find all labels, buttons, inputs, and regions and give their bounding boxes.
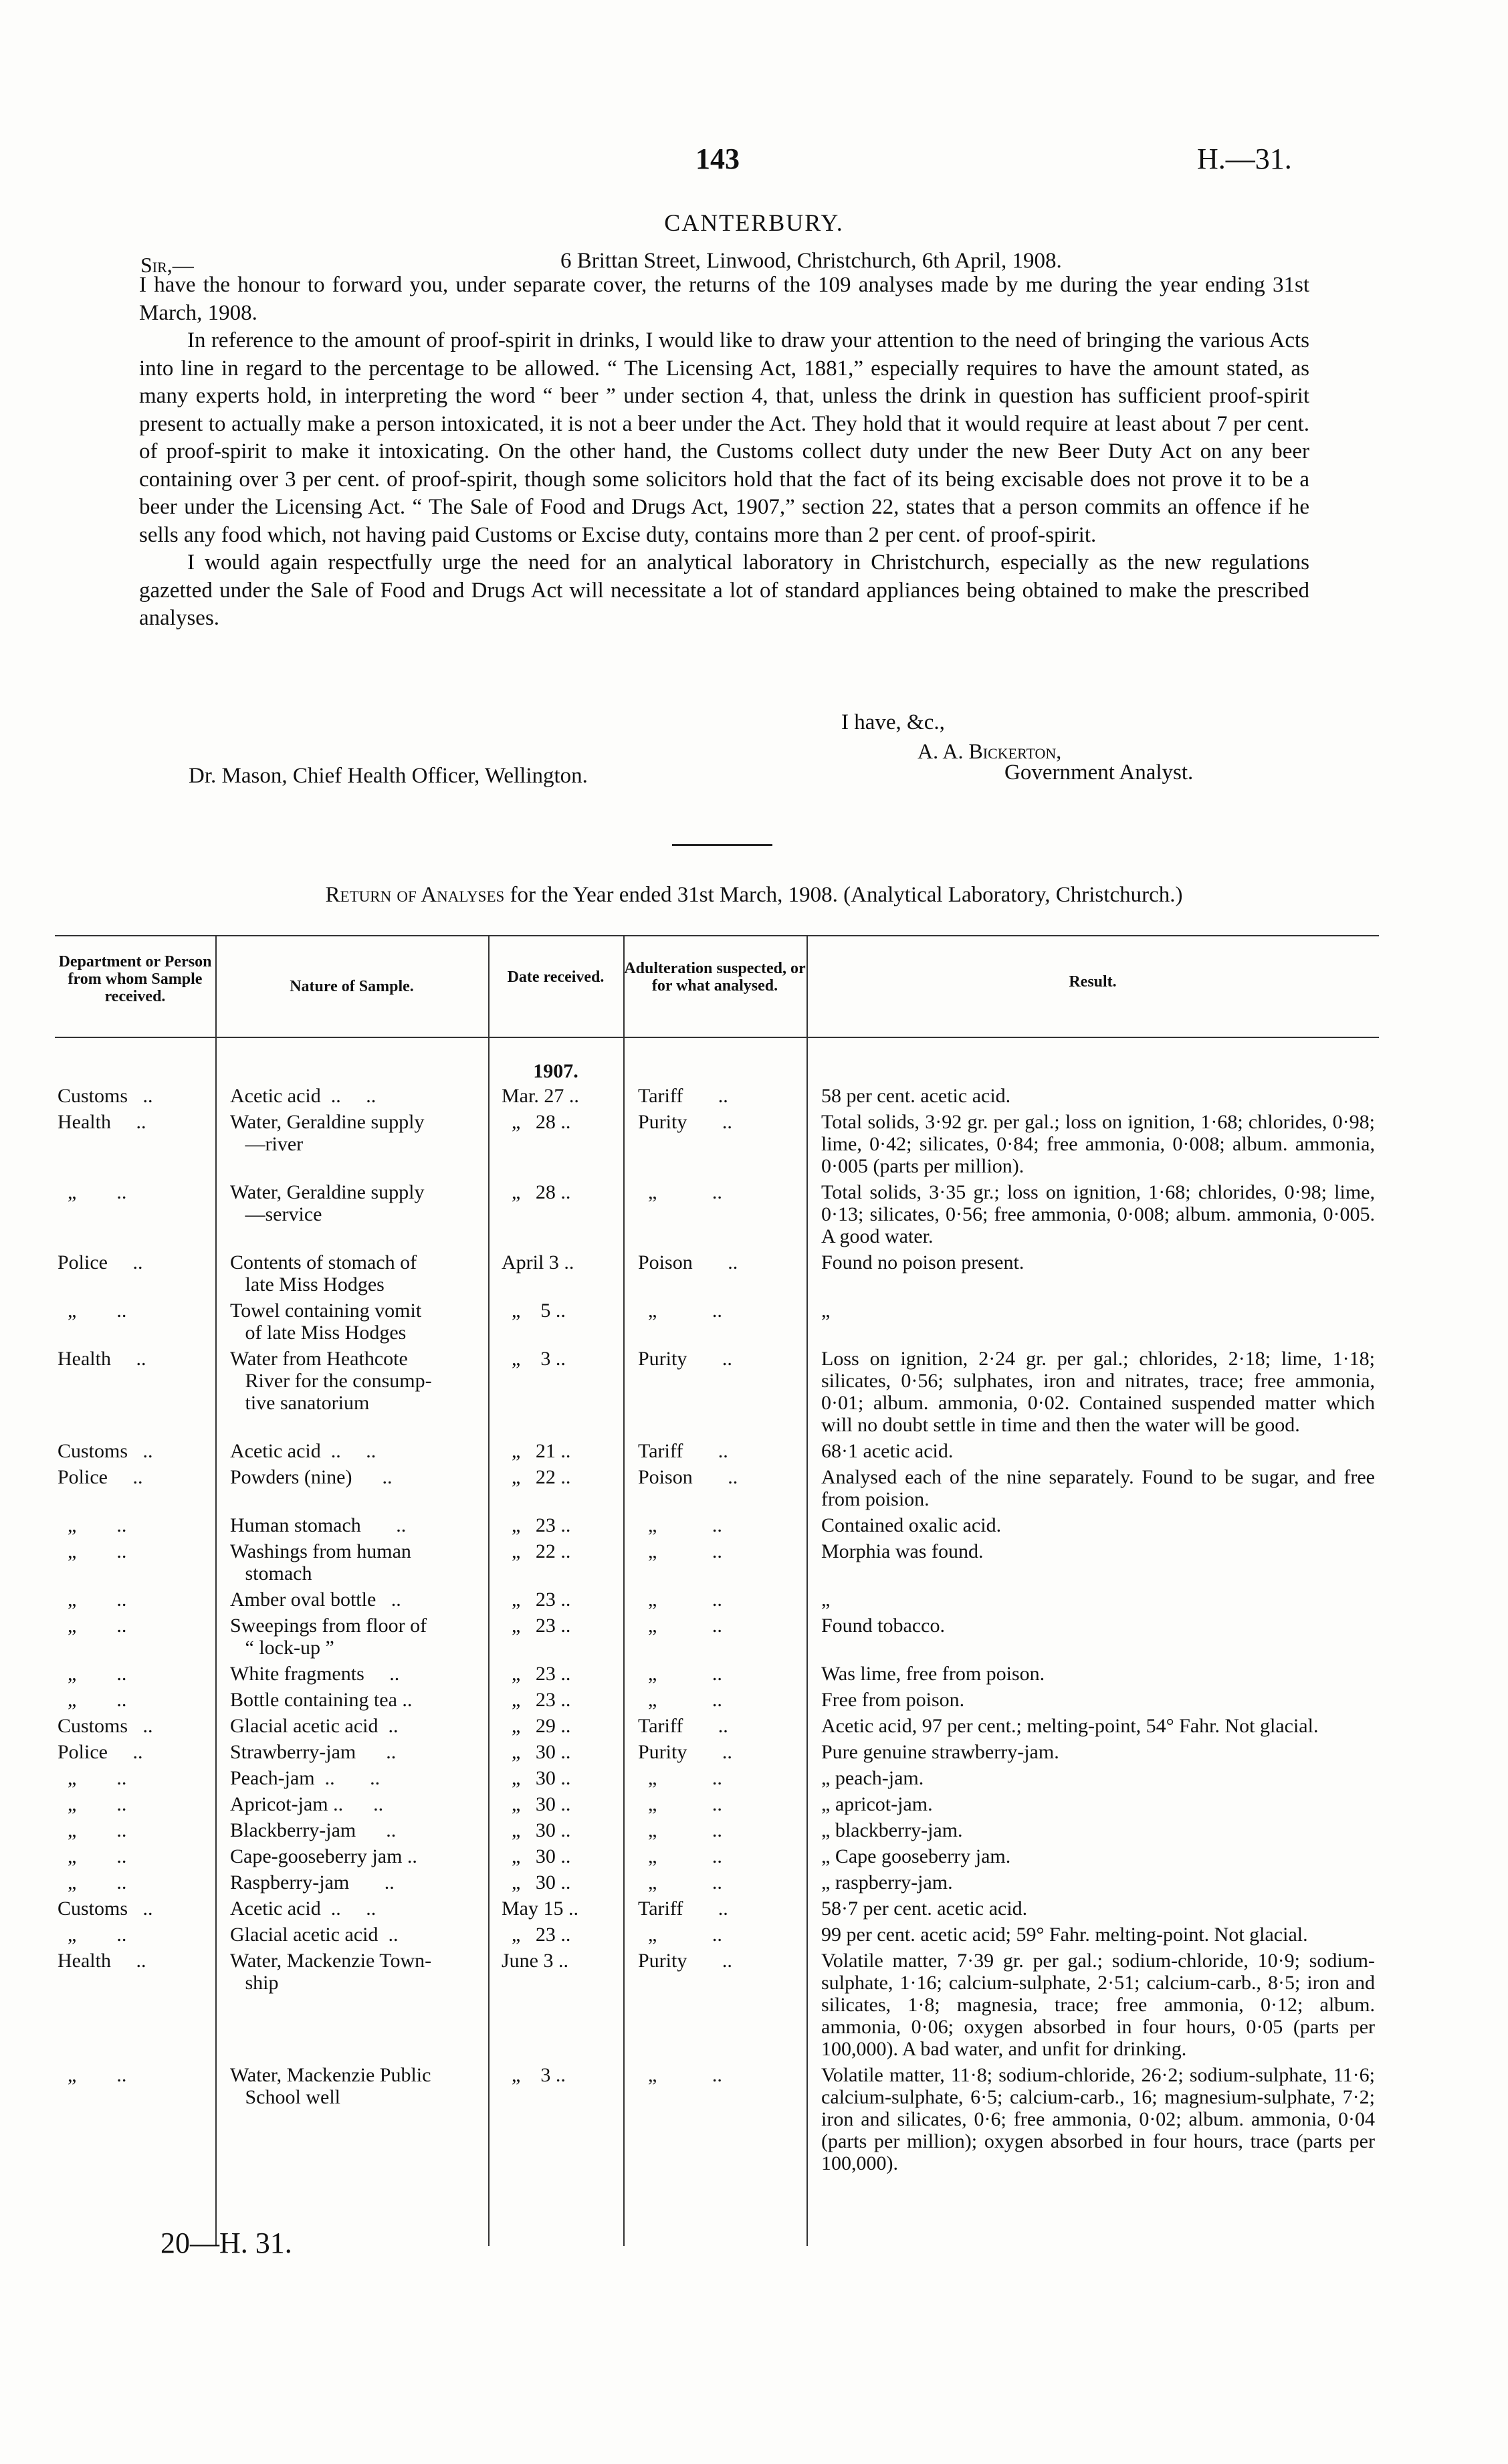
cell-adulteration: „ .. (638, 1793, 722, 1815)
table-row (55, 1950, 1379, 2060)
cell-date: „ 23 .. (502, 1514, 571, 1536)
cell-adulteration: „ .. (638, 2064, 722, 2086)
cell-nature: Peach-jam .. .. (230, 1767, 381, 1789)
header-date: Date received. (507, 968, 605, 986)
cell-result: Volatile matter, 11·8; sodium-chloride, 26·2; sodium-sulphate, 11·6; calcium-sulphate, 6·5; calcium-carb., 16; magnesium-sulphate, 7·2; iron and silicates, 0·6; free ammonia, 0·02; album. ammonia, 0·04 (parts per million); oxygen absorbed in four hours, trace (parts per 100,000). (821, 2064, 1375, 2174)
cell-nature: Acetic acid .. .. (230, 1085, 376, 1107)
cell-adulteration: Tariff .. (638, 1897, 728, 1920)
cell-adulteration: Poison .. (638, 1251, 738, 1273)
header-result: Result. (1069, 973, 1117, 991)
cell-nature: Towel containing vomit of late Miss Hodges (230, 1300, 422, 1344)
cell-date: „ 5 .. (502, 1300, 566, 1322)
letter-paragraph: In reference to the amount of proof-spirit in drinks, I would like to draw your attention to the need of bringing the various Acts into line in regard to the percentage to be allowed. “ The Licensing Act, 1881,” especially requires to have the amount stated, as many experts hold, in interpreting the word “ beer ” under section 4, that, unless the drink in question has sufficient proof-spirit present to actually make a person intoxicated, it is not a beer under the Act. They hold that it would require at least about 7 per cent. of proof-spirit to make it intoxicating. On the other hand, the Customs collect duty under the new Beer Duty Act on any beer containing over 3 per cent. of proof-spirit, though some solicitors hold that the fact of its being excisable does not prove it to be a beer under the Licensing Act. “ The Sale of Food and Drugs Act, 1907,” section 22, states that a person commits an offence if he sells any food which, not having paid Customs or Excise duty, contains more than 2 per cent. of proof-spirit. (139, 328, 1309, 547)
cell-department: Police .. (58, 1466, 143, 1488)
cell-result: Contained oxalic acid. (821, 1514, 1002, 1536)
cell-date: „ 22 .. (502, 1540, 571, 1562)
header-adulteration: Adulteration suspected, or for what analysed. (624, 960, 806, 995)
cell-date: „ 23 .. (502, 1615, 571, 1637)
cell-department: Police .. (58, 1251, 143, 1273)
cell-nature: Contents of stomach of late Miss Hodges (230, 1251, 417, 1296)
sender-address: 6 Brittan Street, Linwood, Christchurch, 6th April, 1908. (560, 249, 1062, 273)
cell-nature: Raspberry-jam .. (230, 1871, 395, 1893)
table-row (55, 2064, 1379, 2174)
cell-result: „ (821, 1300, 831, 1322)
section-heading: CANTERBURY. (664, 209, 844, 236)
cell-result: „ blackberry-jam. (821, 1819, 963, 1841)
cell-nature: White fragments .. (230, 1663, 400, 1685)
table-top-rule (55, 935, 1379, 936)
cell-nature: Water, Geraldine supply —service (230, 1181, 425, 1225)
cell-department: Customs .. (58, 1715, 153, 1737)
cell-adulteration: Tariff .. (638, 1440, 728, 1462)
cell-department: Customs .. (58, 1440, 153, 1462)
cell-department: „ .. (58, 1615, 127, 1637)
cell-result: Found tobacco. (821, 1615, 945, 1637)
cell-department: Customs .. (58, 1897, 153, 1920)
cell-nature: Powders (nine) .. (230, 1466, 393, 1488)
table-row (55, 1715, 1379, 1737)
cell-adulteration: Purity .. (638, 1741, 732, 1763)
cell-nature: Sweepings from floor of “ lock-up ” (230, 1615, 427, 1659)
cell-nature: Bottle containing tea .. (230, 1689, 413, 1711)
cell-nature: Acetic acid .. .. (230, 1897, 376, 1920)
cell-result: Was lime, free from poison. (821, 1663, 1045, 1685)
cell-date: „ 28 .. (502, 1111, 571, 1133)
cell-date: „ 28 .. (502, 1181, 571, 1203)
row-gap (55, 2174, 1379, 2178)
cell-date: „ 23 .. (502, 1924, 571, 1946)
year-label: 1907. (533, 1060, 578, 1082)
cell-department: „ .. (58, 1793, 127, 1815)
signer-name: A. A. Bickerton, (918, 739, 1062, 763)
table-row (55, 1588, 1379, 1611)
cell-date: Mar. 27 .. (502, 1085, 579, 1107)
cell-department: „ .. (58, 1181, 127, 1203)
cell-date: April 3 .. (502, 1251, 574, 1273)
cell-date: May 15 .. (502, 1897, 578, 1920)
cell-department: „ .. (58, 1514, 127, 1536)
cell-result: Total solids, 3·92 gr. per gal.; loss on ignition, 1·68; chlorides, 0·98; lime, 0·42; silicates, 0·84; free ammonia, 0·008; album. ammonia, 0·005 (parts per million). (821, 1111, 1375, 1177)
table-row (55, 1615, 1379, 1659)
cell-nature: Washings from human stomach (230, 1540, 411, 1584)
cell-result: Morphia was found. (821, 1540, 984, 1562)
cell-date: „ 30 .. (502, 1793, 571, 1815)
table-row (55, 1111, 1379, 1177)
table-row (55, 1466, 1379, 1510)
signer-title: Government Analyst. (1004, 760, 1194, 785)
header-nature: Nature of Sample. (290, 978, 414, 995)
cell-nature: Apricot-jam .. .. (230, 1793, 384, 1815)
table-row (55, 1181, 1379, 1247)
cell-nature: Glacial acetic acid .. (230, 1715, 399, 1737)
cell-adulteration: „ .. (638, 1300, 722, 1322)
header-department: Department or Person from whom Sample received. (58, 953, 212, 1005)
cell-result: 58·7 per cent. acetic acid. (821, 1897, 1028, 1920)
cell-nature: Glacial acetic acid .. (230, 1924, 399, 1946)
cell-result: Pure genuine strawberry-jam. (821, 1741, 1059, 1763)
cell-department: „ .. (58, 2064, 127, 2086)
cell-date: „ 23 .. (502, 1588, 571, 1611)
cell-department: Customs .. (58, 1085, 153, 1107)
cell-date: „ 22 .. (502, 1466, 571, 1488)
divider (672, 844, 772, 846)
table-row (55, 1819, 1379, 1841)
cell-date: „ 30 .. (502, 1845, 571, 1867)
table-row (55, 1897, 1379, 1920)
table-row (55, 1689, 1379, 1711)
cell-adulteration: Purity .. (638, 1111, 732, 1133)
cell-department: „ .. (58, 1540, 127, 1562)
cell-adulteration: „ .. (638, 1689, 722, 1711)
cell-result: 68·1 acetic acid. (821, 1440, 954, 1462)
cell-adulteration: „ .. (638, 1871, 722, 1893)
cell-result: „ (821, 1588, 831, 1611)
table-row (55, 1845, 1379, 1867)
page-number: 143 (695, 142, 740, 175)
cell-nature: Blackberry-jam .. (230, 1819, 397, 1841)
cell-adulteration: „ .. (638, 1540, 722, 1562)
cell-nature: Strawberry-jam .. (230, 1741, 397, 1763)
table-row (55, 1514, 1379, 1536)
table-row (55, 1440, 1379, 1462)
cell-result: Loss on ignition, 2·24 gr. per gal.; chlorides, 2·18; lime, 1·18; silicates, 0·56; sulphates, iron and nitrates, trace; free ammonia, 0·01; album. ammonia, 0·02. Contained suspended matter which will no doubt settle in time and then the water will be good. (821, 1348, 1375, 1436)
caption-rest: for the Year ended 31st March, 1908. (Analytical Laboratory, Christchurch.) (504, 883, 1183, 907)
cell-department: Health .. (58, 1348, 146, 1370)
cell-date: „ 30 .. (502, 1871, 571, 1893)
analyses-table-body (55, 1085, 1379, 2178)
cell-result: „ peach-jam. (821, 1767, 924, 1789)
letter-paragraph: I have the honour to forward you, under separate cover, the returns of the 109 analyses made by me during the year ending 31st March, 1908. (139, 273, 1309, 325)
cell-adulteration: Tariff .. (638, 1715, 728, 1737)
cell-nature: Water from Heathcote River for the consump- tive sanatorium (230, 1348, 432, 1414)
table-row (55, 1085, 1379, 1107)
cell-adulteration: „ .. (638, 1924, 722, 1946)
caption-lead: Return of Analyses (325, 883, 505, 907)
cell-result: Free from poison. (821, 1689, 965, 1711)
cell-department: „ .. (58, 1767, 127, 1789)
cell-department: „ .. (58, 1300, 127, 1322)
cell-department: „ .. (58, 1819, 127, 1841)
table-row (55, 1871, 1379, 1893)
cell-result: Total solids, 3·35 gr.; loss on ignition, 1·68; chlorides, 0·98; lime, 0·13; silicates, 0·56; free ammonia, 0·008; album. ammonia, 0·005. A good water. (821, 1181, 1375, 1247)
table-row (55, 1540, 1379, 1584)
table-row (55, 1924, 1379, 1946)
document-reference: H.—31. (1197, 142, 1292, 175)
letter-paragraph: I would again respectfully urge the need for an analytical laboratory in Christchurch, especially as the new regulations gazetted under the Sale of Food and Drugs Act will necessitate a lot of standard appliances being obtained to make the prescribed analyses. (139, 550, 1309, 630)
cell-adulteration: „ .. (638, 1767, 722, 1789)
cell-department: Health .. (58, 1950, 146, 1972)
cell-result: „ apricot-jam. (821, 1793, 933, 1815)
cell-department: „ .. (58, 1588, 127, 1611)
table-row (55, 1348, 1379, 1436)
cell-adulteration: „ .. (638, 1845, 722, 1867)
cell-department: „ .. (58, 1663, 127, 1685)
table-caption (0, 883, 1508, 908)
letter-body (139, 272, 1309, 633)
cell-adulteration: Purity .. (638, 1348, 732, 1370)
cell-date: „ 30 .. (502, 1819, 571, 1841)
cell-nature: Water, Mackenzie Public School well (230, 2064, 431, 2108)
cell-date: „ 29 .. (502, 1715, 571, 1737)
cell-adulteration: Poison .. (638, 1466, 738, 1488)
cell-nature: Human stomach .. (230, 1514, 407, 1536)
cell-nature: Water, Mackenzie Town- ship (230, 1950, 432, 1994)
table-row (55, 1793, 1379, 1815)
cell-adulteration: „ .. (638, 1588, 722, 1611)
salutation: Sir,— (140, 253, 194, 277)
cell-result: 58 per cent. acetic acid. (821, 1085, 1011, 1107)
table-row (55, 1663, 1379, 1685)
cell-department: „ .. (58, 1845, 127, 1867)
cell-result: Volatile matter, 7·39 gr. per gal.; sodium-chloride, 10·9; sodium-sulphate, 1·16; calcium-sulphate, 2·51; calcium-carb., 8·5; iron and silicates, 1·8; magnesia, trace; free ammonia, 0·12; album. ammonia, 0·06; oxygen absorbed in four hours, 0·05 (parts per 100,000). A bad water, and unfit for drinking. (821, 1950, 1375, 2060)
cell-department: „ .. (58, 1924, 127, 1946)
letter-closing: I have, &c., (841, 710, 945, 734)
cell-nature: Cape-gooseberry jam .. (230, 1845, 417, 1867)
table-header-rule (55, 1037, 1379, 1038)
cell-date: „ 30 .. (502, 1767, 571, 1789)
cell-date: „ 30 .. (502, 1741, 571, 1763)
cell-adulteration: „ .. (638, 1615, 722, 1637)
recipient: Dr. Mason, Chief Health Officer, Wellington. (189, 764, 588, 788)
cell-department: Health .. (58, 1111, 146, 1133)
cell-adulteration: „ .. (638, 1181, 722, 1203)
cell-result: „ raspberry-jam. (821, 1871, 953, 1893)
cell-result: Found no poison present. (821, 1251, 1025, 1273)
cell-result: Acetic acid, 97 per cent.; melting-point, 54° Fahr. Not glacial. (821, 1715, 1319, 1737)
cell-result: Analysed each of the nine separately. Found to be sugar, and free from poision. (821, 1466, 1375, 1510)
cell-department: Police .. (58, 1741, 143, 1763)
cell-adulteration: Purity .. (638, 1950, 732, 1972)
table-row (55, 1251, 1379, 1296)
cell-department: „ .. (58, 1689, 127, 1711)
table-row (55, 1300, 1379, 1344)
cell-date: „ 3 .. (502, 2064, 566, 2086)
cell-result: 99 per cent. acetic acid; 59° Fahr. melting-point. Not glacial. (821, 1924, 1308, 1946)
page-footer: 20—H. 31. (160, 2227, 292, 2259)
cell-nature: Water, Geraldine supply —river (230, 1111, 425, 1155)
cell-date: „ 21 .. (502, 1440, 571, 1462)
cell-nature: Amber oval bottle .. (230, 1588, 401, 1611)
cell-date: „ 3 .. (502, 1348, 566, 1370)
cell-date: June 3 .. (502, 1950, 568, 1972)
cell-date: „ 23 .. (502, 1689, 571, 1711)
cell-adulteration: Tariff .. (638, 1085, 728, 1107)
cell-department: „ .. (58, 1871, 127, 1893)
cell-nature: Acetic acid .. .. (230, 1440, 376, 1462)
cell-date: „ 23 .. (502, 1663, 571, 1685)
table-row (55, 1741, 1379, 1763)
cell-adulteration: „ .. (638, 1819, 722, 1841)
cell-result: „ Cape gooseberry jam. (821, 1845, 1011, 1867)
cell-adulteration: „ .. (638, 1514, 722, 1536)
cell-adulteration: „ .. (638, 1663, 722, 1685)
table-row (55, 1767, 1379, 1789)
